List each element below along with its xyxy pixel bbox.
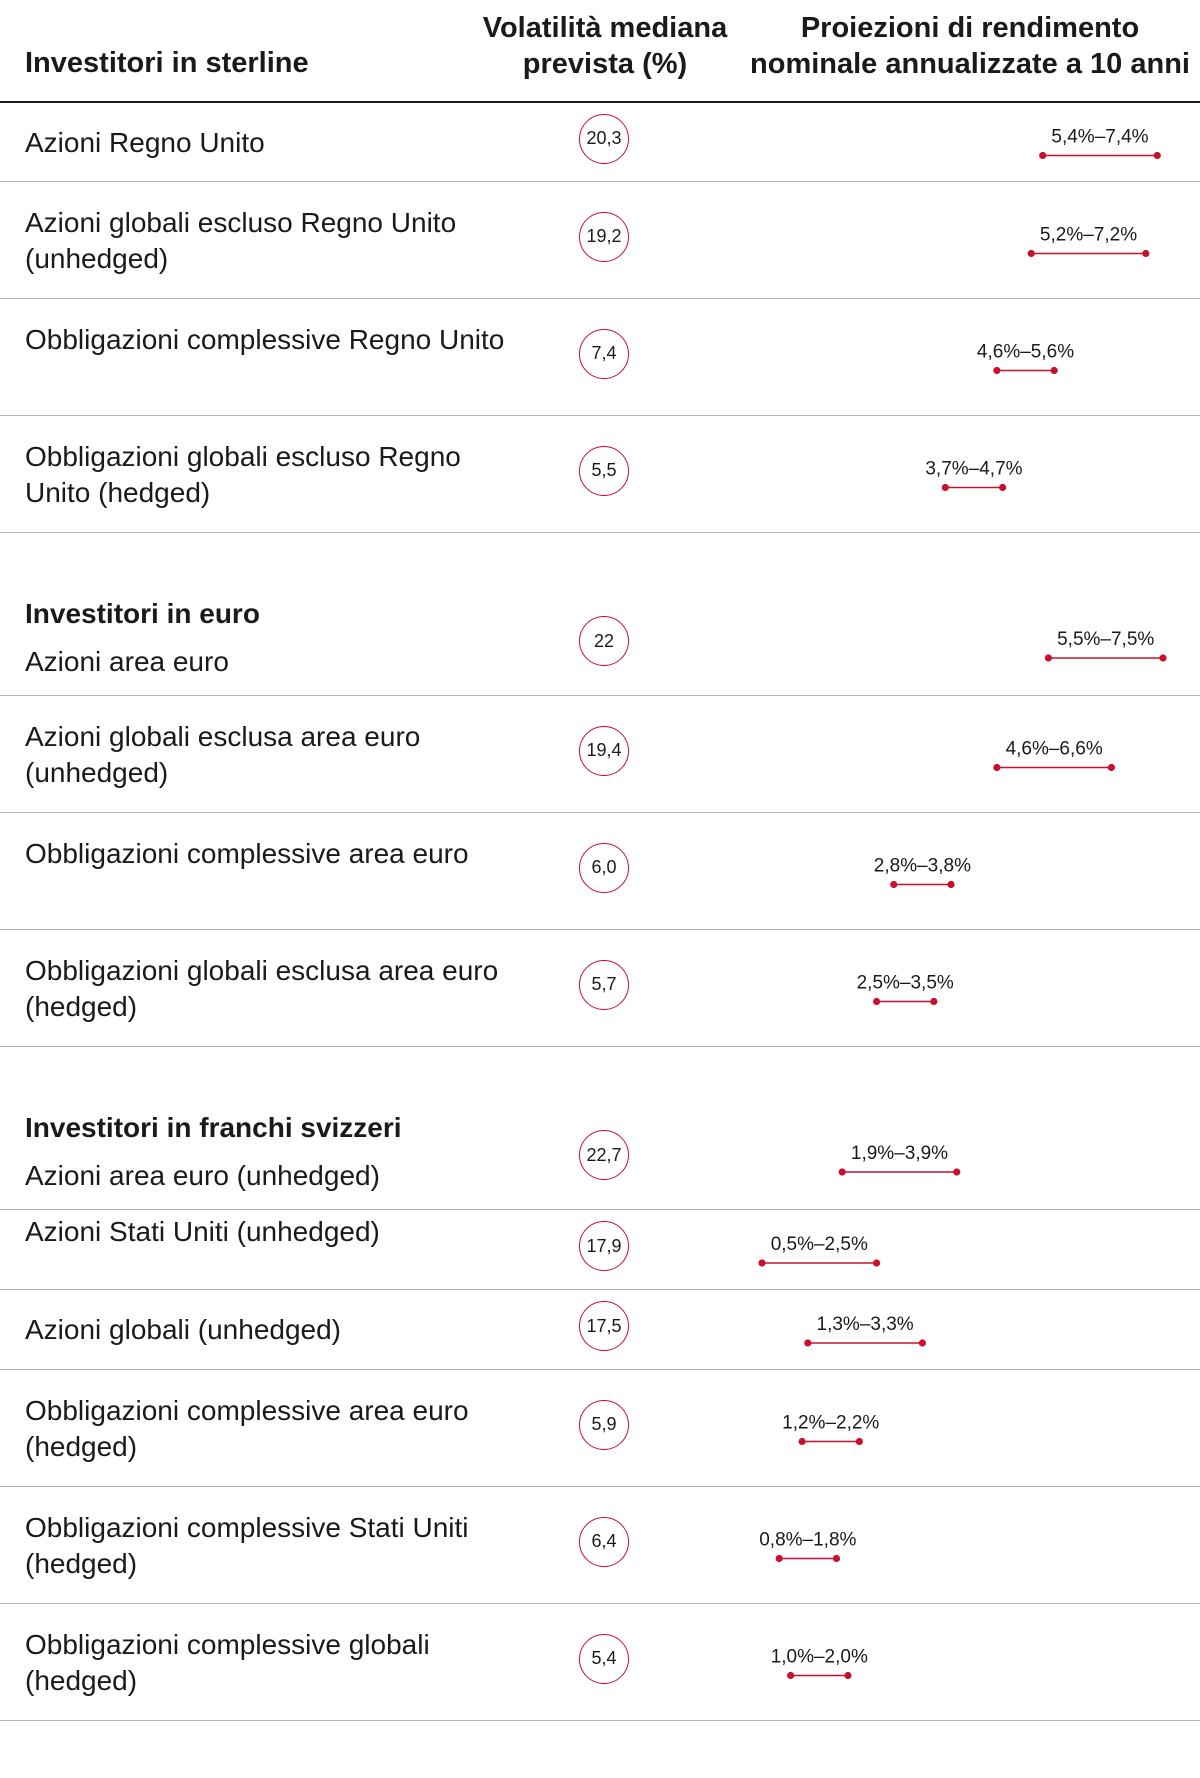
header-projection <box>740 10 1200 82</box>
range-label: 4,6%–6,6% <box>1005 738 1103 760</box>
range-label: 4,6%–5,6% <box>976 341 1075 363</box>
volatility-badge: 7,4 <box>579 329 629 379</box>
header-title: Investitori in sterline <box>25 47 309 79</box>
row-label: Azioni Regno Unito <box>25 126 265 158</box>
row-label: Azioni area euro (unhedged) <box>25 1160 380 1191</box>
row-label: Azioni area euro <box>25 646 229 677</box>
row-label: Obbligazioni complessive Stati Uniti (hedged) <box>25 1511 469 1579</box>
range-label: 2,8%–3,8% <box>873 855 971 877</box>
table-row <box>0 299 1200 416</box>
row-label: Azioni globali escluso Regno Unito (unhedged) <box>25 206 457 274</box>
row-label: Obbligazioni complessive area euro <box>25 837 469 869</box>
volatility-badge: 22,7 <box>579 1130 629 1180</box>
range-label: 0,5%–2,5% <box>770 1234 868 1255</box>
table-row <box>0 813 1200 930</box>
group-title: Investitori in euro <box>25 598 260 629</box>
volatility-badge: 5,5 <box>579 446 629 496</box>
row-separator <box>0 1720 1200 1721</box>
table-row <box>0 182 1200 299</box>
volatility-badge: 17,9 <box>579 1221 629 1271</box>
table-row <box>0 533 1200 696</box>
volatility-badge: 17,5 <box>579 1301 629 1351</box>
volatility-badge: 6,4 <box>579 1517 629 1567</box>
header-volatility-line2: prevista (%) <box>522 48 688 80</box>
table-row <box>0 1210 1200 1290</box>
range-label: 0,8%–1,8% <box>759 1529 857 1551</box>
table-row <box>0 1047 1200 1210</box>
volatility-badge: 20,3 <box>579 114 629 164</box>
group-title: Investitori in franchi svizzeri <box>25 1112 402 1143</box>
header-volatility-line1: Volatilità mediana <box>482 12 728 44</box>
row-label: Azioni globali esclusa area euro (unhedged) <box>25 720 421 788</box>
range-label: 1,3%–3,3% <box>816 1314 914 1335</box>
volatility-badge: 19,2 <box>579 212 629 262</box>
range-label: 5,5%–7,5% <box>1057 629 1155 650</box>
table-row <box>0 103 1200 182</box>
range-label: 5,4%–7,4% <box>1051 126 1149 148</box>
volatility-badge: 5,7 <box>579 960 629 1010</box>
range-label: 1,9%–3,9% <box>850 1143 949 1164</box>
header-projection-line1: Proiezioni di rendimento <box>800 12 1140 44</box>
range-label: 2,5%–3,5% <box>856 972 954 994</box>
table-row <box>0 696 1200 813</box>
table-row <box>0 1604 1200 1721</box>
row-label: Obbligazioni complessive globali (hedged) <box>25 1628 430 1696</box>
table-row <box>0 930 1200 1047</box>
row-label: Obbligazioni globali esclusa area euro (hedged) <box>25 954 499 1022</box>
volatility-badge: 5,9 <box>579 1400 629 1450</box>
range-label: 5,2%–7,2% <box>1039 224 1138 246</box>
table-row <box>0 1370 1200 1487</box>
row-label: Obbligazioni complessive Regno Unito <box>25 323 505 355</box>
row-label: Azioni globali (unhedged) <box>25 1314 341 1345</box>
volatility-badge: 19,4 <box>579 726 629 776</box>
header-volatility <box>440 10 770 82</box>
table-row <box>0 416 1200 533</box>
range-label: 1,0%–2,0% <box>770 1646 868 1668</box>
table-row <box>0 1487 1200 1604</box>
table-row <box>0 1290 1200 1370</box>
range-label: 3,7%–4,7% <box>925 458 1023 480</box>
row-label: Obbligazioni globali escluso Regno Unito (hedged) <box>25 440 461 508</box>
header-projection-line2: nominale annualizzate a 10 anni <box>750 48 1190 80</box>
row-label: Azioni Stati Uniti (unhedged) <box>25 1216 380 1247</box>
row-label: Obbligazioni complessive area euro (hedged) <box>25 1394 469 1462</box>
range-label: 1,2%–2,2% <box>782 1412 880 1434</box>
volatility-badge: 5,4 <box>579 1634 629 1684</box>
volatility-badge: 22 <box>579 616 629 666</box>
volatility-badge: 6,0 <box>579 843 629 893</box>
